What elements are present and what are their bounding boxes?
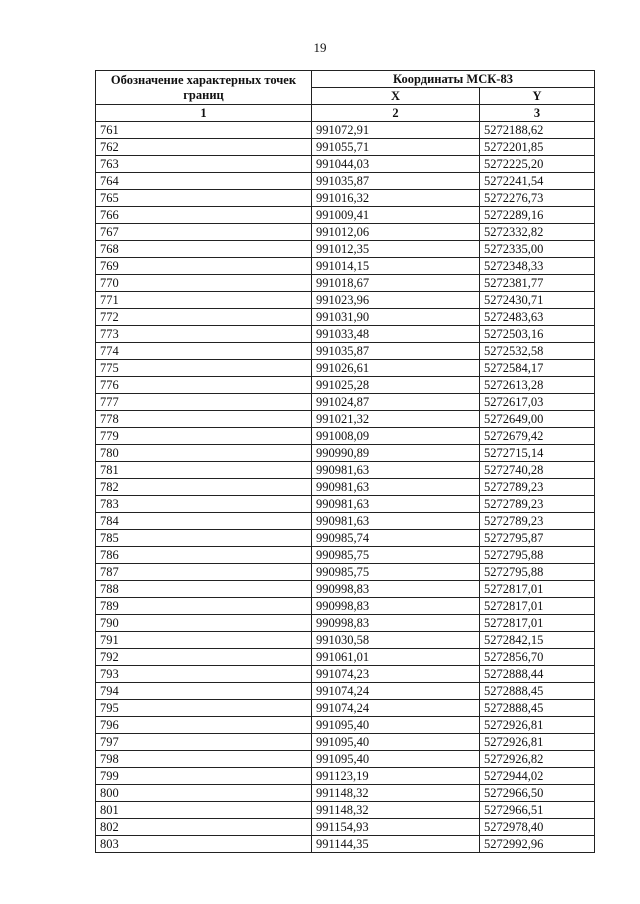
- x-coordinate-cell: 991123,19: [312, 768, 480, 785]
- point-id-cell: 769: [96, 258, 312, 275]
- y-coordinate-cell: 5272715,14: [480, 445, 595, 462]
- table-row: [96, 564, 595, 581]
- x-coordinate-cell: 991008,09: [312, 428, 480, 445]
- point-id-cell: 797: [96, 734, 312, 751]
- table-row: [96, 598, 595, 615]
- y-coordinate-cell: 5272966,51: [480, 802, 595, 819]
- point-id-cell: 802: [96, 819, 312, 836]
- column-number-3: 3: [480, 105, 595, 122]
- table-row: [96, 275, 595, 292]
- table-row: [96, 649, 595, 666]
- x-coordinate-cell: 991061,01: [312, 649, 480, 666]
- table-row: [96, 768, 595, 785]
- point-id-cell: 772: [96, 309, 312, 326]
- point-id-cell: 795: [96, 700, 312, 717]
- y-coordinate-cell: 5272888,45: [480, 700, 595, 717]
- point-id-cell: 786: [96, 547, 312, 564]
- x-coordinate-cell: 991033,48: [312, 326, 480, 343]
- point-id-cell: 798: [96, 751, 312, 768]
- point-id-cell: 790: [96, 615, 312, 632]
- point-id-cell: 803: [96, 836, 312, 853]
- x-coordinate-cell: 990981,63: [312, 462, 480, 479]
- point-id-cell: 801: [96, 802, 312, 819]
- y-coordinate-cell: 5272789,23: [480, 496, 595, 513]
- y-coordinate-cell: 5272241,54: [480, 173, 595, 190]
- x-coordinate-cell: 990981,63: [312, 479, 480, 496]
- points-column-header: Обозначение характерных точек границ: [96, 71, 312, 105]
- x-coordinate-cell: 991030,58: [312, 632, 480, 649]
- y-coordinate-cell: 5272679,42: [480, 428, 595, 445]
- table-row: [96, 377, 595, 394]
- x-coordinate-cell: 991026,61: [312, 360, 480, 377]
- point-id-cell: 776: [96, 377, 312, 394]
- point-id-cell: 780: [96, 445, 312, 462]
- point-id-cell: 765: [96, 190, 312, 207]
- y-coordinate-cell: 5272789,23: [480, 479, 595, 496]
- table-row: [96, 122, 595, 139]
- x-coordinate-cell: 991014,15: [312, 258, 480, 275]
- point-id-cell: 763: [96, 156, 312, 173]
- x-coordinate-cell: 990981,63: [312, 513, 480, 530]
- y-coordinate-cell: 5272795,88: [480, 547, 595, 564]
- y-coordinate-cell: 5272795,88: [480, 564, 595, 581]
- y-coordinate-cell: 5272225,20: [480, 156, 595, 173]
- x-coordinate-cell: 990985,75: [312, 564, 480, 581]
- table-row: [96, 547, 595, 564]
- y-coordinate-cell: 5272381,77: [480, 275, 595, 292]
- y-coordinate-cell: 5272613,28: [480, 377, 595, 394]
- point-id-cell: 764: [96, 173, 312, 190]
- y-coordinate-cell: 5272888,45: [480, 683, 595, 700]
- point-id-cell: 774: [96, 343, 312, 360]
- y-coordinate-cell: 5272289,16: [480, 207, 595, 224]
- table-row: [96, 360, 595, 377]
- y-coordinate-cell: 5272966,50: [480, 785, 595, 802]
- table-row: [96, 445, 595, 462]
- point-id-cell: 793: [96, 666, 312, 683]
- point-id-cell: 775: [96, 360, 312, 377]
- column-number-2: 2: [312, 105, 480, 122]
- y-coordinate-cell: 5272789,23: [480, 513, 595, 530]
- point-id-cell: 785: [96, 530, 312, 547]
- point-id-cell: 784: [96, 513, 312, 530]
- y-coordinate-cell: 5272944,02: [480, 768, 595, 785]
- table-row: [96, 292, 595, 309]
- y-coordinate-cell: 5272926,81: [480, 717, 595, 734]
- table-row: [96, 156, 595, 173]
- table-row: [96, 258, 595, 275]
- table-body: [96, 122, 595, 853]
- point-id-cell: 783: [96, 496, 312, 513]
- table-row: [96, 751, 595, 768]
- y-coordinate-cell: 5272532,58: [480, 343, 595, 360]
- x-coordinate-cell: 991144,35: [312, 836, 480, 853]
- x-coordinate-cell: 991148,32: [312, 802, 480, 819]
- y-coordinate-cell: 5272856,70: [480, 649, 595, 666]
- y-coordinate-cell: 5272483,63: [480, 309, 595, 326]
- table-row: [96, 581, 595, 598]
- point-id-cell: 789: [96, 598, 312, 615]
- table-row: [96, 615, 595, 632]
- x-coordinate-cell: 991025,28: [312, 377, 480, 394]
- y-coordinate-cell: 5272503,16: [480, 326, 595, 343]
- x-coordinate-cell: 991095,40: [312, 717, 480, 734]
- y-coordinate-cell: 5272617,03: [480, 394, 595, 411]
- x-coordinate-cell: 991035,87: [312, 173, 480, 190]
- x-column-header: X: [312, 88, 480, 105]
- y-coordinate-cell: 5272888,44: [480, 666, 595, 683]
- table-row: [96, 190, 595, 207]
- y-coordinate-cell: 5272795,87: [480, 530, 595, 547]
- table-row: [96, 717, 595, 734]
- y-coordinate-cell: 5272926,81: [480, 734, 595, 751]
- column-number-1: 1: [96, 105, 312, 122]
- table-row: [96, 632, 595, 649]
- x-coordinate-cell: 991044,03: [312, 156, 480, 173]
- y-coordinate-cell: 5272978,40: [480, 819, 595, 836]
- y-column-header: Y: [480, 88, 595, 105]
- x-coordinate-cell: 991154,93: [312, 819, 480, 836]
- x-coordinate-cell: 990998,83: [312, 598, 480, 615]
- table-row: [96, 241, 595, 258]
- x-coordinate-cell: 991009,41: [312, 207, 480, 224]
- x-coordinate-cell: 991023,96: [312, 292, 480, 309]
- point-id-cell: 773: [96, 326, 312, 343]
- point-id-cell: 791: [96, 632, 312, 649]
- table-row: [96, 479, 595, 496]
- point-id-cell: 800: [96, 785, 312, 802]
- table-row: [96, 309, 595, 326]
- table-row: [96, 683, 595, 700]
- x-coordinate-cell: 991074,23: [312, 666, 480, 683]
- x-coordinate-cell: 991148,32: [312, 785, 480, 802]
- x-coordinate-cell: 991024,87: [312, 394, 480, 411]
- point-id-cell: 788: [96, 581, 312, 598]
- point-id-cell: 792: [96, 649, 312, 666]
- point-id-cell: 768: [96, 241, 312, 258]
- x-coordinate-cell: 990990,89: [312, 445, 480, 462]
- y-coordinate-cell: 5272332,82: [480, 224, 595, 241]
- point-id-cell: 771: [96, 292, 312, 309]
- y-coordinate-cell: 5272842,15: [480, 632, 595, 649]
- table-row: [96, 836, 595, 853]
- table-row: [96, 513, 595, 530]
- table-row: [96, 734, 595, 751]
- point-id-cell: 761: [96, 122, 312, 139]
- x-coordinate-cell: 991021,32: [312, 411, 480, 428]
- y-coordinate-cell: 5272430,71: [480, 292, 595, 309]
- table-row: [96, 666, 595, 683]
- y-coordinate-cell: 5272276,73: [480, 190, 595, 207]
- point-id-cell: 794: [96, 683, 312, 700]
- x-coordinate-cell: 990985,75: [312, 547, 480, 564]
- table-header: [96, 71, 595, 122]
- header-row-main: [96, 71, 595, 88]
- x-coordinate-cell: 991012,35: [312, 241, 480, 258]
- table-row: [96, 700, 595, 717]
- point-id-cell: 782: [96, 479, 312, 496]
- x-coordinate-cell: 990985,74: [312, 530, 480, 547]
- table-row: [96, 394, 595, 411]
- y-coordinate-cell: 5272335,00: [480, 241, 595, 258]
- y-coordinate-cell: 5272817,01: [480, 581, 595, 598]
- x-coordinate-cell: 991031,90: [312, 309, 480, 326]
- table-row: [96, 173, 595, 190]
- table-row: [96, 802, 595, 819]
- y-coordinate-cell: 5272817,01: [480, 598, 595, 615]
- table-row: [96, 428, 595, 445]
- table-row: [96, 496, 595, 513]
- coordinates-system-header: Координаты МСК-83: [312, 71, 595, 88]
- table-row: [96, 462, 595, 479]
- point-id-cell: 779: [96, 428, 312, 445]
- point-id-cell: 781: [96, 462, 312, 479]
- point-id-cell: 770: [96, 275, 312, 292]
- point-id-cell: 787: [96, 564, 312, 581]
- table-row: [96, 411, 595, 428]
- table-row: [96, 343, 595, 360]
- y-coordinate-cell: 5272188,62: [480, 122, 595, 139]
- table-row: [96, 326, 595, 343]
- coordinates-table: [95, 70, 595, 853]
- point-id-cell: 778: [96, 411, 312, 428]
- table-row: [96, 785, 595, 802]
- y-coordinate-cell: 5272201,85: [480, 139, 595, 156]
- x-coordinate-cell: 991074,24: [312, 700, 480, 717]
- x-coordinate-cell: 991072,91: [312, 122, 480, 139]
- x-coordinate-cell: 990998,83: [312, 615, 480, 632]
- x-coordinate-cell: 991016,32: [312, 190, 480, 207]
- x-coordinate-cell: 991055,71: [312, 139, 480, 156]
- header-row-numbers: [96, 105, 595, 122]
- y-coordinate-cell: 5272348,33: [480, 258, 595, 275]
- y-coordinate-cell: 5272584,17: [480, 360, 595, 377]
- x-coordinate-cell: 991035,87: [312, 343, 480, 360]
- point-id-cell: 799: [96, 768, 312, 785]
- table-row: [96, 224, 595, 241]
- y-coordinate-cell: 5272992,96: [480, 836, 595, 853]
- x-coordinate-cell: 991095,40: [312, 734, 480, 751]
- y-coordinate-cell: 5272740,28: [480, 462, 595, 479]
- x-coordinate-cell: 990998,83: [312, 581, 480, 598]
- point-id-cell: 762: [96, 139, 312, 156]
- y-coordinate-cell: 5272649,00: [480, 411, 595, 428]
- table-row: [96, 819, 595, 836]
- point-id-cell: 767: [96, 224, 312, 241]
- point-id-cell: 777: [96, 394, 312, 411]
- table-row: [96, 207, 595, 224]
- point-id-cell: 766: [96, 207, 312, 224]
- x-coordinate-cell: 991012,06: [312, 224, 480, 241]
- x-coordinate-cell: 991018,67: [312, 275, 480, 292]
- table-row: [96, 530, 595, 547]
- point-id-cell: 796: [96, 717, 312, 734]
- x-coordinate-cell: 991074,24: [312, 683, 480, 700]
- x-coordinate-cell: 991095,40: [312, 751, 480, 768]
- table-row: [96, 139, 595, 156]
- y-coordinate-cell: 5272926,82: [480, 751, 595, 768]
- page-number: 19: [313, 40, 327, 55]
- x-coordinate-cell: 990981,63: [312, 496, 480, 513]
- y-coordinate-cell: 5272817,01: [480, 615, 595, 632]
